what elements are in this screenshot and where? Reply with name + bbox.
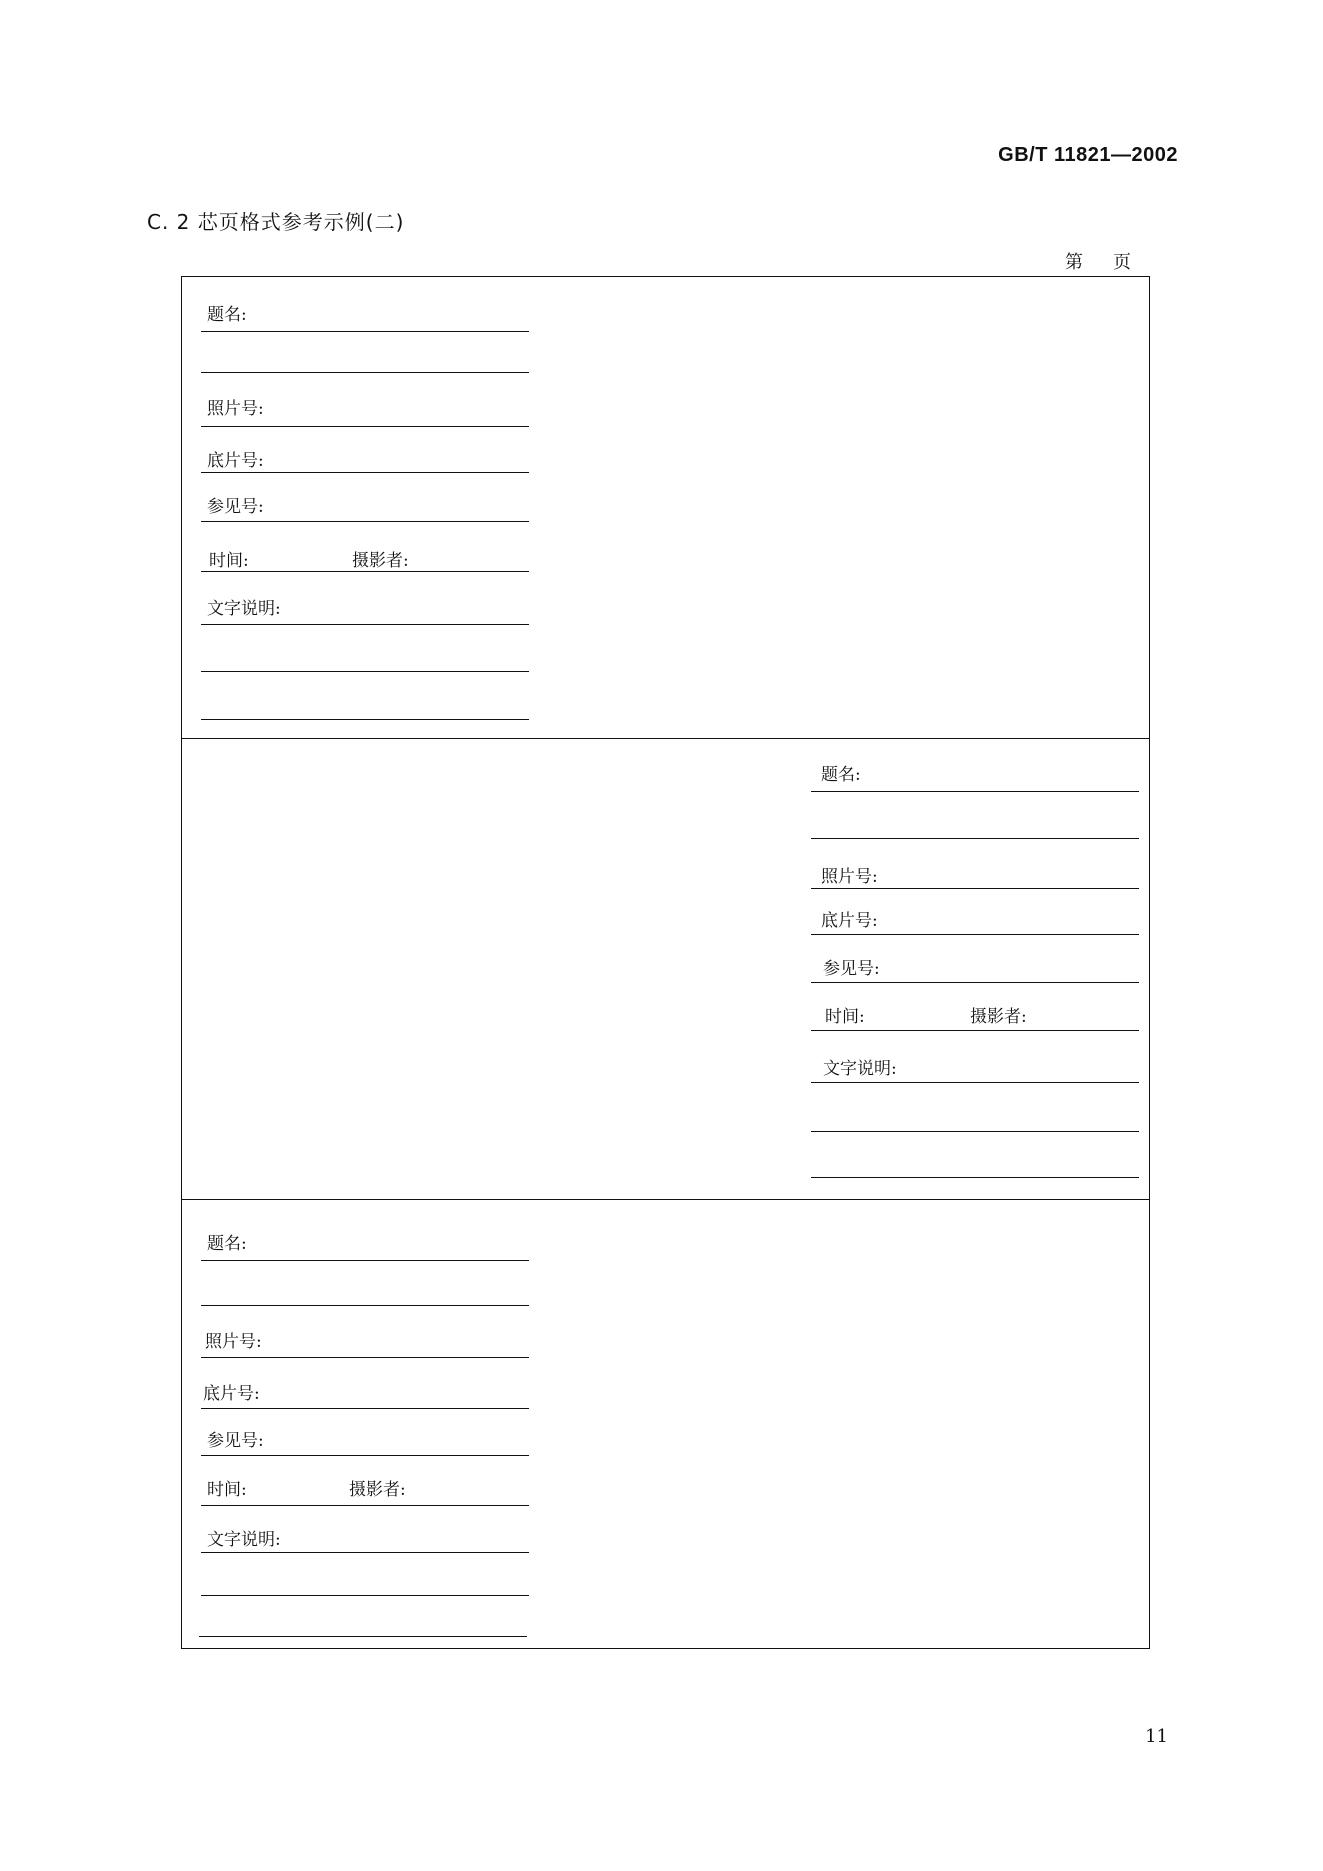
photo-entry-3	[201, 1199, 529, 1639]
negative-no-line[interactable]	[811, 934, 1139, 935]
page-number: 11	[1145, 1726, 1168, 1747]
caption-line-3[interactable]	[811, 1177, 1139, 1178]
photo-no-line[interactable]	[201, 1357, 529, 1358]
section-heading: C. 2 芯页格式参考示例(二)	[147, 210, 405, 234]
page-counter-prefix: 第	[1065, 252, 1083, 273]
caption-line-2[interactable]	[201, 1595, 529, 1596]
photographer-label: 摄影者:	[970, 1007, 1027, 1027]
photo-entry-2	[811, 738, 1139, 1180]
caption-line-3[interactable]	[199, 1636, 527, 1637]
reference-no-line[interactable]	[201, 1455, 529, 1456]
time-label: 时间:	[209, 551, 249, 571]
caption-line-1[interactable]	[201, 1552, 529, 1553]
title-line-2[interactable]	[201, 372, 529, 373]
standard-code: GB/T 11821—2002	[998, 144, 1178, 166]
caption-label: 文字说明:	[823, 1059, 897, 1079]
caption-label: 文字说明:	[207, 1530, 281, 1550]
negative-no-line[interactable]	[201, 1408, 529, 1409]
title-line[interactable]	[811, 791, 1139, 792]
time-photographer-line[interactable]	[201, 1505, 529, 1506]
reference-no-line[interactable]	[811, 982, 1139, 983]
reference-no-label: 参见号:	[207, 1431, 264, 1451]
page-counter	[1065, 248, 1131, 274]
title-line-2[interactable]	[811, 838, 1139, 839]
photographer-label: 摄影者:	[352, 551, 409, 571]
reference-no-line[interactable]	[201, 521, 529, 522]
page-counter-suffix: 页	[1113, 252, 1131, 273]
time-photographer-line[interactable]	[201, 571, 529, 572]
time-label: 时间:	[207, 1480, 247, 1500]
photographer-label: 摄影者:	[349, 1480, 406, 1500]
title-line-2[interactable]	[201, 1305, 529, 1306]
negative-no-line[interactable]	[201, 472, 529, 473]
time-label: 时间:	[825, 1007, 865, 1027]
photo-no-line[interactable]	[201, 426, 529, 427]
caption-line-2[interactable]	[811, 1131, 1139, 1132]
negative-no-label: 底片号:	[207, 451, 264, 471]
title-label: 题名:	[821, 765, 861, 785]
reference-no-label: 参见号:	[207, 497, 264, 517]
title-label: 题名:	[207, 1234, 247, 1254]
title-line[interactable]	[201, 1260, 529, 1261]
photo-no-label: 照片号:	[205, 1332, 262, 1352]
caption-label: 文字说明:	[207, 599, 281, 619]
photo-no-label: 照片号:	[207, 399, 264, 419]
photo-no-label: 照片号:	[821, 867, 878, 887]
title-line[interactable]	[201, 331, 529, 332]
caption-line-1[interactable]	[201, 624, 529, 625]
photo-entry-1	[201, 276, 529, 721]
caption-line-1[interactable]	[811, 1082, 1139, 1083]
caption-line-2[interactable]	[201, 671, 529, 672]
time-photographer-line[interactable]	[811, 1030, 1139, 1031]
title-label: 题名:	[207, 305, 247, 325]
negative-no-label: 底片号:	[821, 911, 878, 931]
caption-line-3[interactable]	[201, 719, 529, 720]
photo-no-line[interactable]	[811, 888, 1139, 889]
reference-no-label: 参见号:	[823, 959, 880, 979]
negative-no-label: 底片号:	[203, 1384, 260, 1404]
